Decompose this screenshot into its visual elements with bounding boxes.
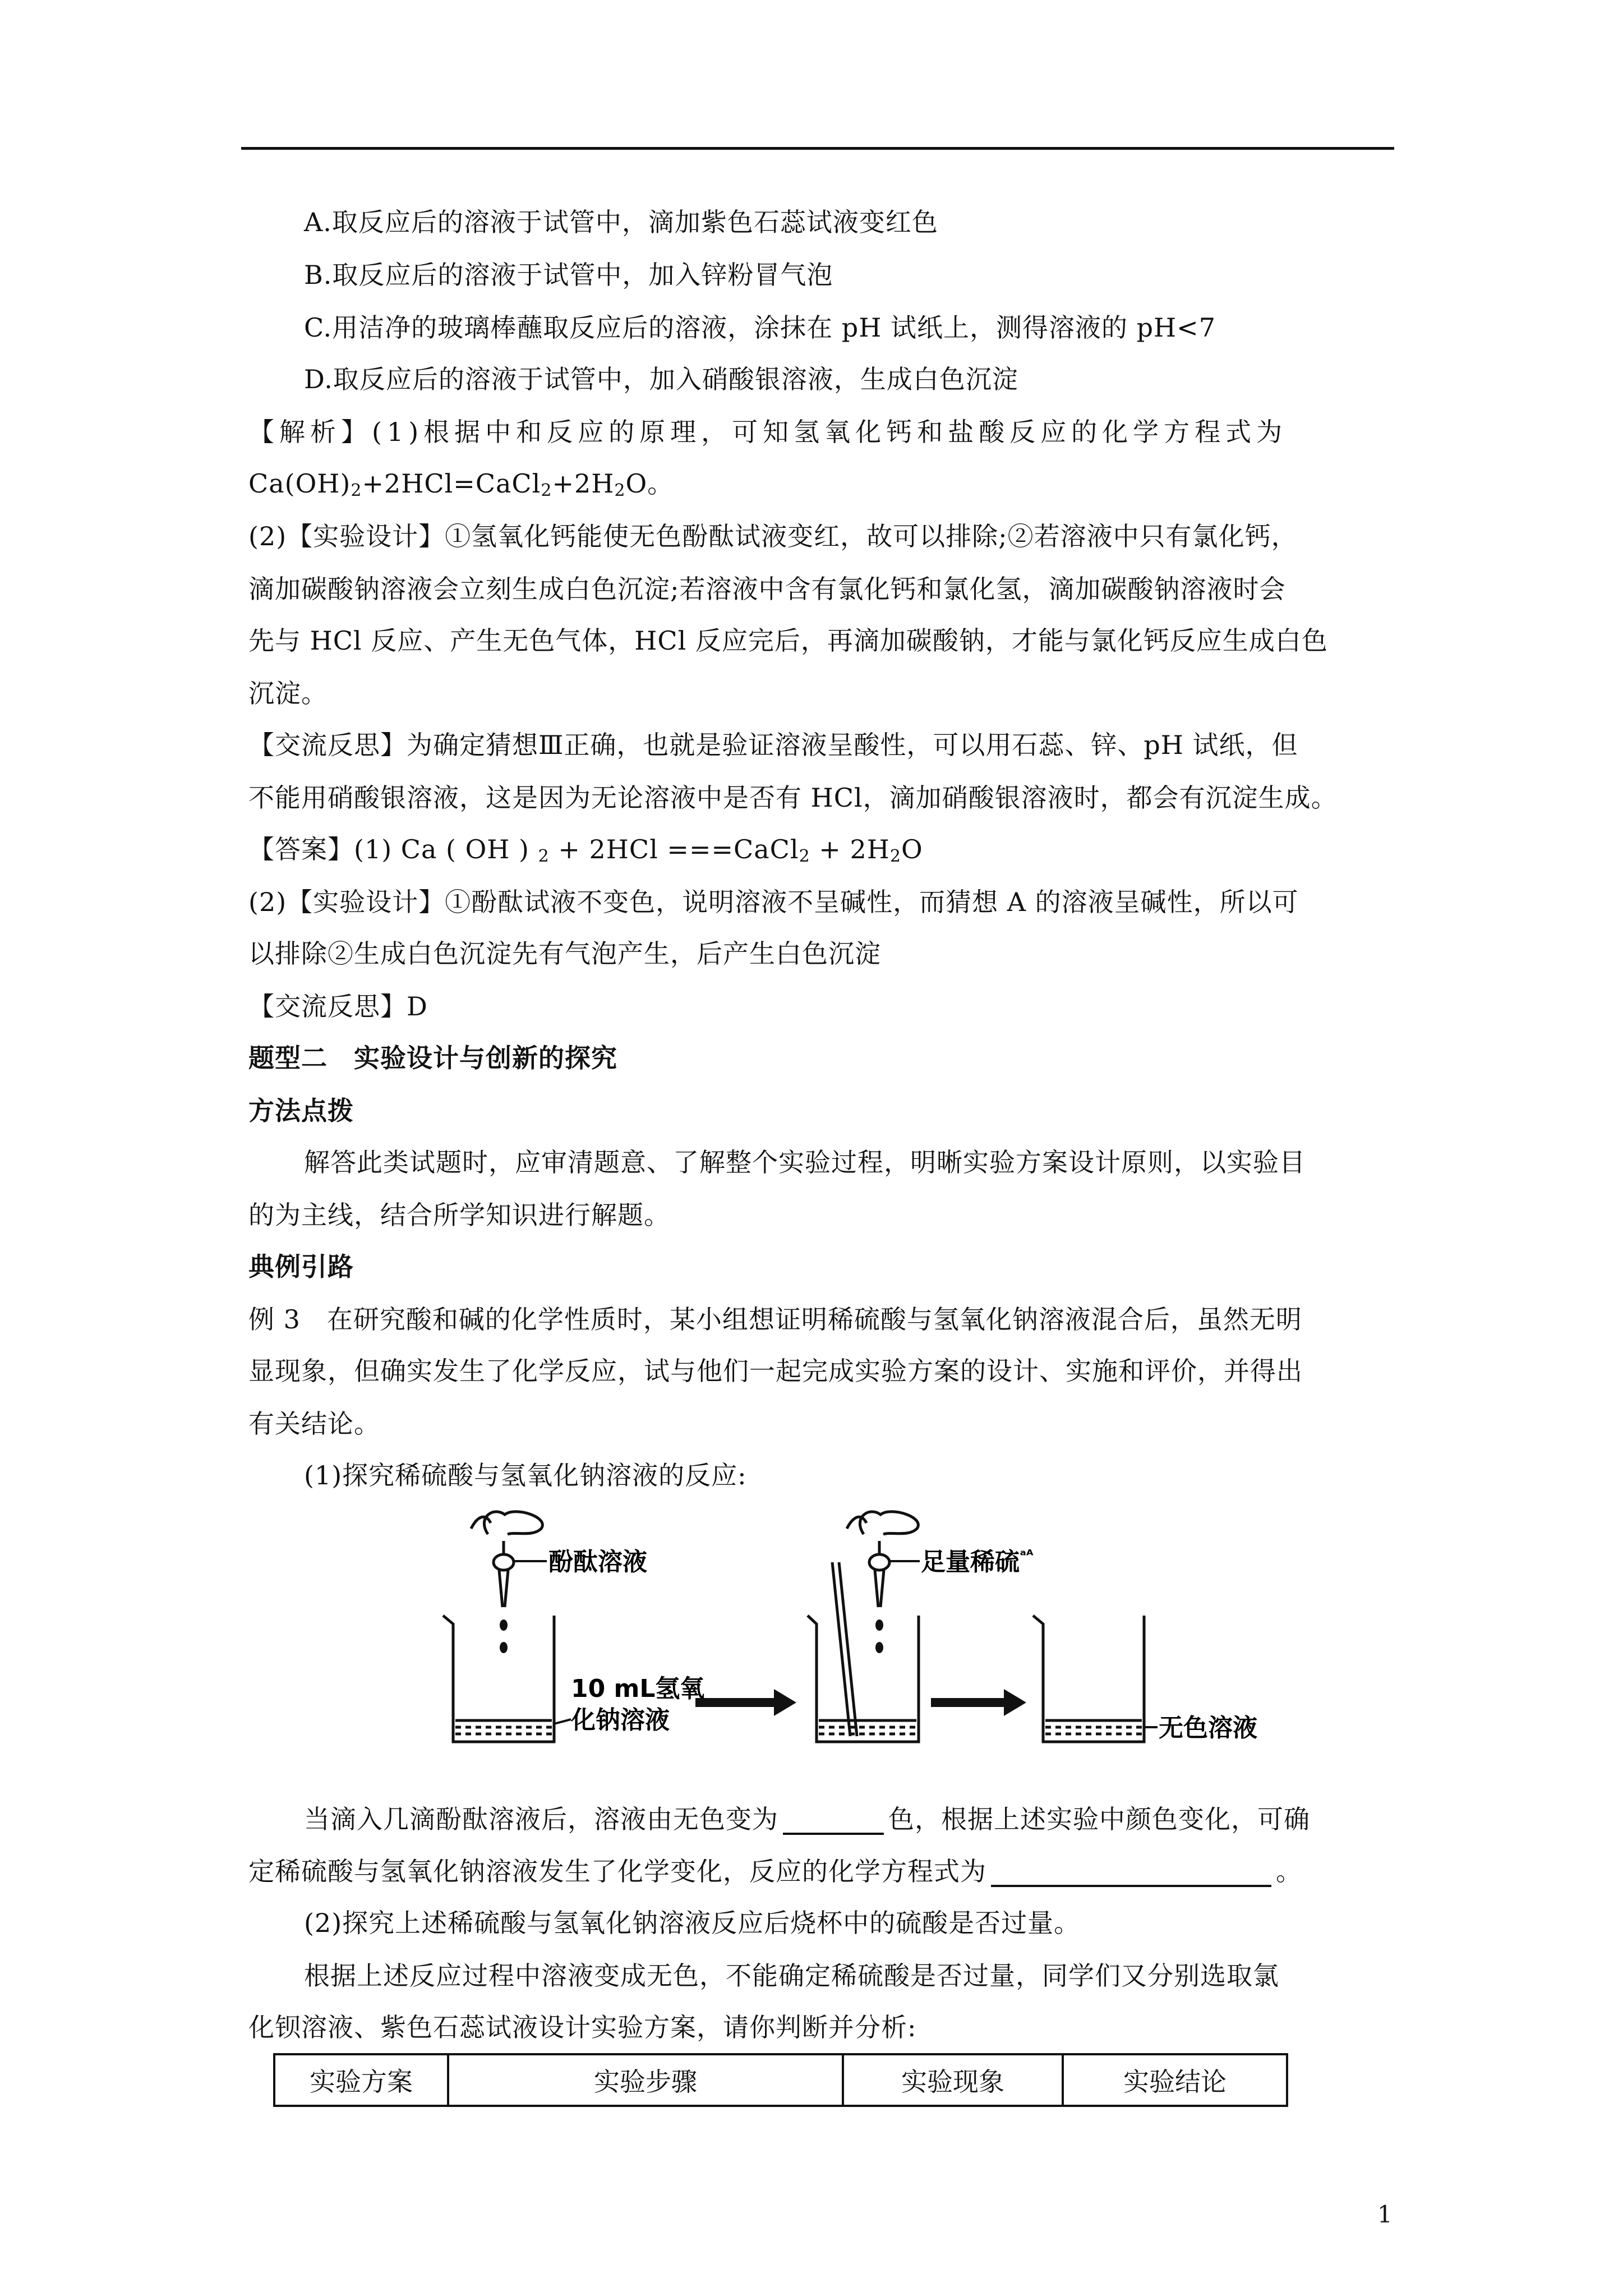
section-title: 题型二 实验设计与创新的探究 — [248, 1043, 617, 1073]
analysis-equation: $Ca(OH)_2+2HCl=CaCl_2+2H_2O$。 — [248, 468, 674, 500]
analysis-p2-line-1: (2)【实验设计】①氢氧化钙能使无色酚酞试液变红，故可以排除;②若溶液中只有氯化钙， — [248, 521, 1298, 551]
option-b: B.取反应后的溶液于试管中，加入锌粉冒气泡 — [304, 260, 833, 290]
option-c: C.用洁净的玻璃棒蘸取反应后的溶液，涂抹在 pH 试纸上，测得溶液的 pH<7 — [304, 312, 1216, 343]
option-d: D.取反应后的溶液于试管中，加入硝酸银溶液，生成白色沉淀 — [304, 364, 1018, 394]
example-heading: 典例引路 — [248, 1251, 354, 1282]
header-rule — [241, 147, 1394, 150]
analysis-p2-line-4: 沉淀。 — [248, 678, 328, 708]
table-header-plan: 实验方案 — [274, 2054, 448, 2106]
drops-1 — [500, 1619, 508, 1653]
table-header-steps: 实验步骤 — [448, 2054, 843, 2106]
question-line-1: 当滴入几滴酚酞溶液后，溶液由无色变为 色，根据上述实验中颜色变化，可确 — [304, 1804, 1310, 1834]
dropper-2 — [847, 1512, 918, 1607]
question-line-2: 定稀硫酸与氢氧化钠溶液发生了化学变化，反应的化学方程式为 。 — [248, 1856, 1302, 1887]
example3-part-1: (1)探究稀硫酸与氢氧化钠溶液的反应: — [304, 1460, 747, 1490]
label-phenol: 酚酞溶液 — [548, 1548, 647, 1576]
label-naoh-1: 10 mL氢氧 — [571, 1674, 705, 1703]
dropper-1 — [471, 1512, 542, 1607]
analysis-p3-line-1: 【交流反思】为确定猜想Ⅲ正确，也就是验证溶液呈酸性，可以用石蕊、锌、pH 试纸，但 — [248, 730, 1298, 760]
method-line-1: 解答此类试题时，应审清题意、了解整个实验过程，明晰实验方案设计原则，以实验目 — [304, 1147, 1306, 1177]
drops-2 — [875, 1619, 883, 1653]
table-header-conclusion: 实验结论 — [1063, 2054, 1287, 2106]
answer-line-3: 以排除②生成白色沉淀先有气泡产生，后产生白色沉淀 — [248, 938, 881, 969]
method-line-2: 的为主线，结合所学知识进行解题。 — [248, 1200, 670, 1230]
beaker-1 — [443, 1616, 554, 1742]
analysis-line-1: 【解析】(1)根据中和反应的原理，可知氢氧化钙和盐酸反应的化学方程式为 — [248, 417, 1288, 447]
answer-line-1: 【答案】(1) Ca ( OH ) $_2$ + 2HCl ===CaCl$_2$ + $2H_2O$ — [248, 834, 923, 866]
experiment-figure — [437, 1495, 1257, 1759]
page-number: 1 — [1377, 2201, 1393, 2228]
label-acid: 足量稀硫$^{ᵃᴬ}$ — [921, 1547, 1034, 1576]
answer-line-2: (2)【实验设计】①酚酞试液不变色，说明溶液不呈碱性，而猜想 A 的溶液呈碱性，所以可 — [248, 887, 1299, 917]
question-part-2: (2)探究上述稀硫酸与氢氧化钠溶液反应后烧杯中的硫酸是否过量。 — [304, 1908, 1081, 1938]
beaker-3 — [1033, 1616, 1144, 1742]
arrow-2 — [931, 1689, 1026, 1716]
table-header-phenomenon: 实验现象 — [843, 2054, 1063, 2106]
answer-blank-equation[interactable] — [991, 1860, 1271, 1887]
example3-line-3: 有关结论。 — [248, 1409, 380, 1439]
beaker-2 — [808, 1616, 919, 1742]
analysis-p3-line-2: 不能用硝酸银溶液，这是因为无论溶液中是否有 HCl，滴加硝酸银溶液时，都会有沉淀生成。 — [248, 783, 1338, 813]
analysis-p2-line-3: 先与 HCl 反应、产生无色气体，HCl 反应完后，再滴加碳酸钠，才能与氯化钙反应生成白色 — [248, 625, 1328, 656]
analysis-p2-line-2: 滴加碳酸钠溶液会立刻生成白色沉淀;若溶液中含有氯化钙和氯化氢，滴加碳酸钠溶液时会 — [248, 574, 1286, 604]
question-part-2-line-2: 化钡溶液、紫色石蕊试液设计实验方案，请你判断并分析: — [248, 2012, 917, 2042]
example3-line-1: 例 3 在研究酸和碱的化学性质时，某小组想证明稀硫酸与氢氧化钠溶液混合后，虽然无明 — [248, 1304, 1302, 1335]
option-a: A.取反应后的溶液于试管中，滴加紫色石蕊试液变红色 — [304, 207, 938, 237]
answer-line-4: 【交流反思】D — [248, 991, 428, 1022]
answer-blank-color[interactable] — [783, 1808, 884, 1835]
glass-rod — [832, 1562, 857, 1736]
method-heading: 方法点拨 — [248, 1096, 354, 1126]
label-naoh-2: 化钠溶液 — [571, 1706, 670, 1734]
experiment-table — [273, 2053, 1288, 2107]
table-header-row — [274, 2054, 1287, 2106]
example3-line-2: 显现象，但确实发生了化学反应，试与他们一起完成实验方案的设计、实施和评价，并得出 — [248, 1356, 1303, 1386]
label-colorless: 无色溶液 — [1159, 1714, 1257, 1742]
question-part-2-line-1: 根据上述反应过程中溶液变成无色，不能确定稀硫酸是否过量，同学们又分别选取氯 — [304, 1961, 1279, 1991]
arrow-1 — [695, 1689, 796, 1716]
experiment-diagram — [437, 1495, 1257, 1759]
